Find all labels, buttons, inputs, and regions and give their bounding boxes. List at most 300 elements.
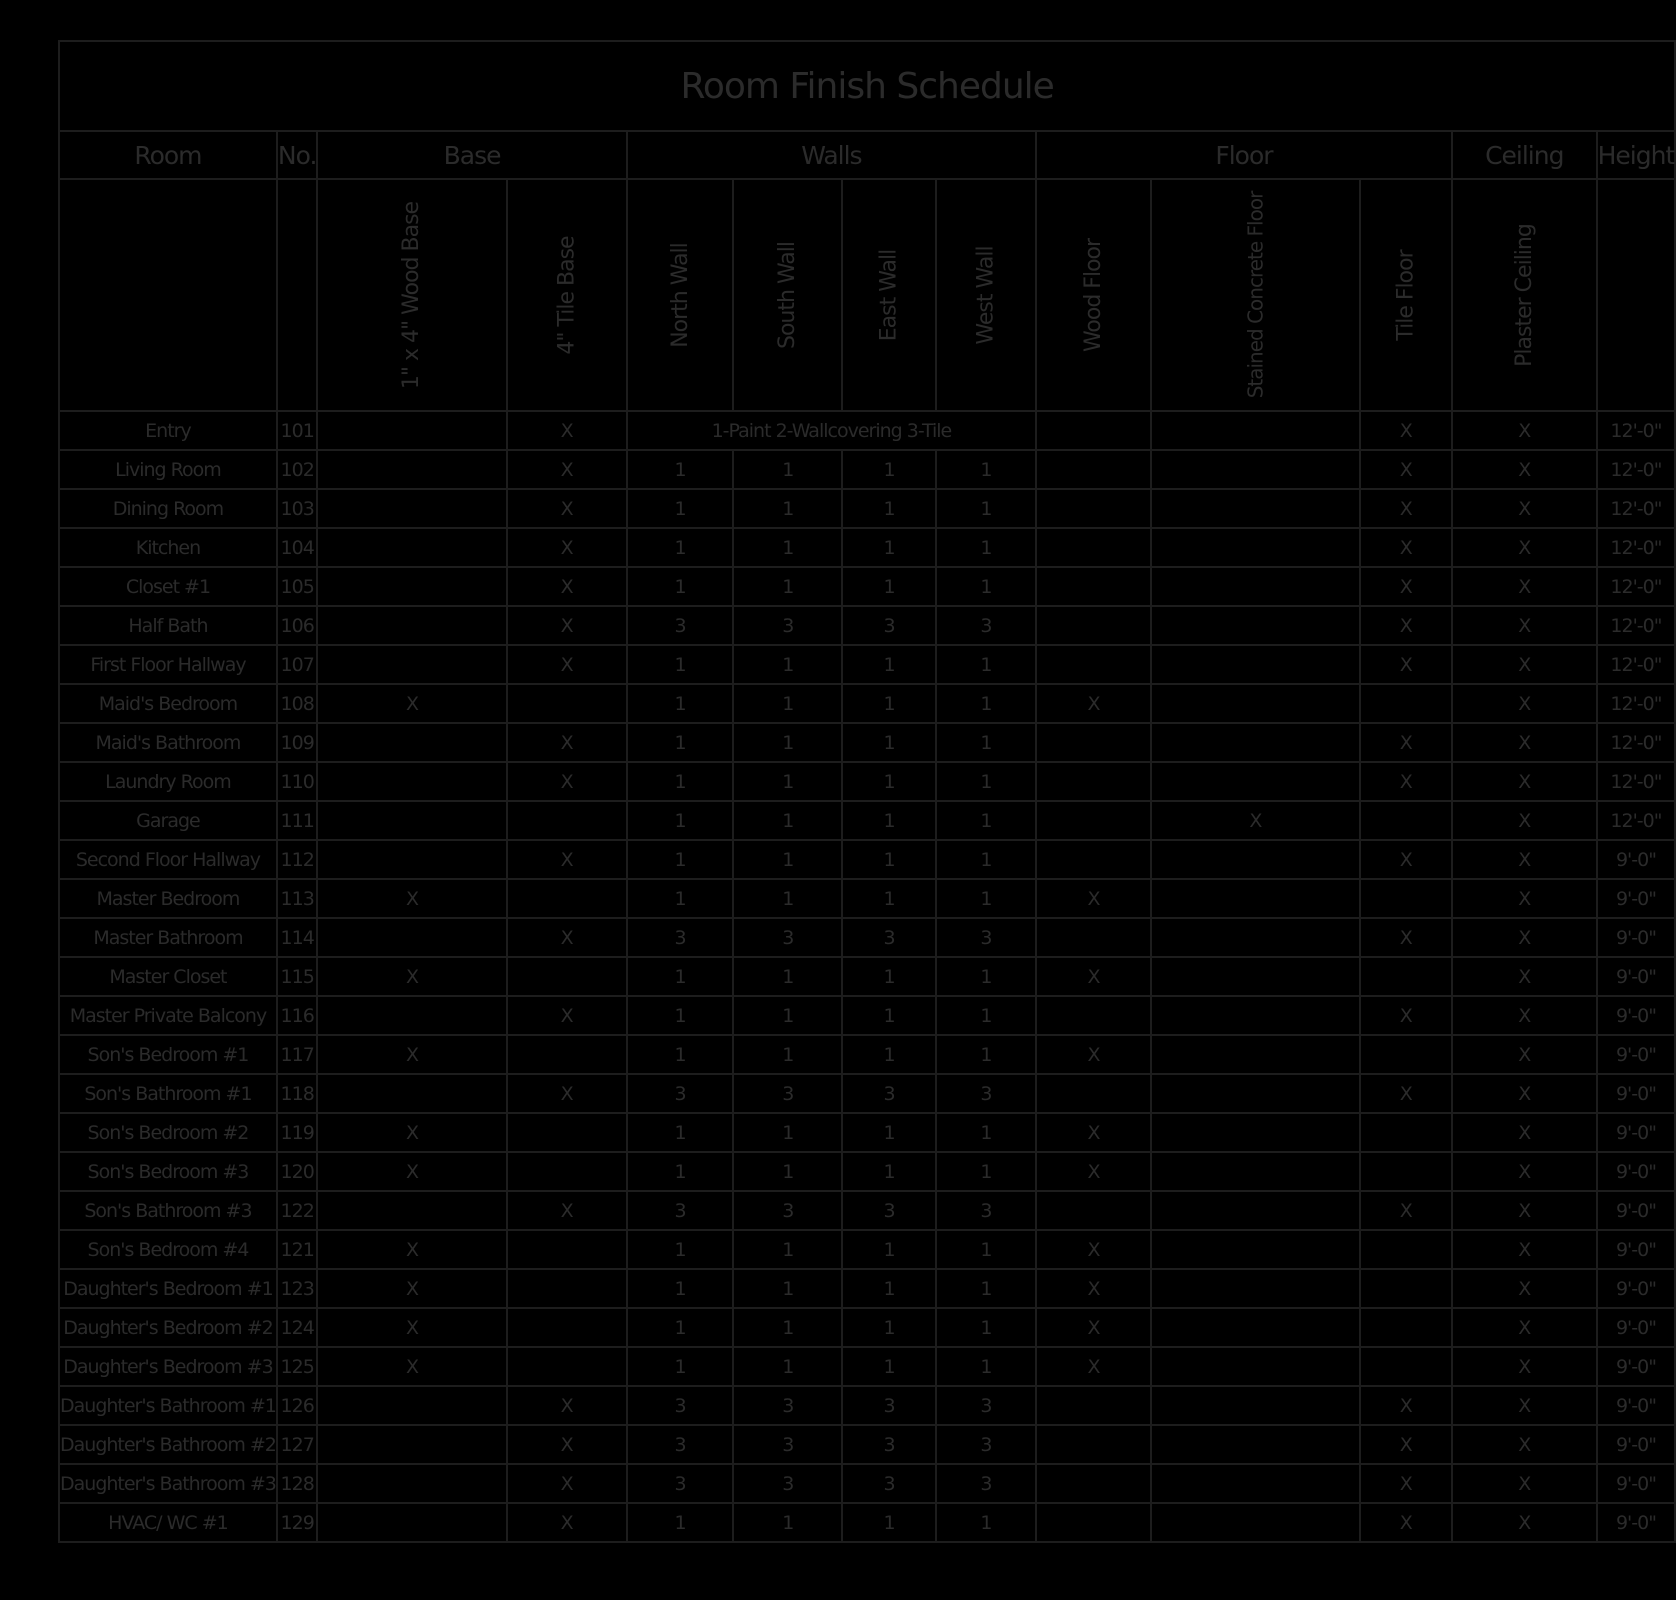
wood-base-cell — [317, 723, 506, 762]
west-wall-cell: 3 — [936, 918, 1036, 957]
plaster-ceiling-cell: X — [1452, 528, 1597, 567]
stained-concrete-floor-cell — [1151, 528, 1360, 567]
stained-concrete-floor-cell — [1151, 684, 1360, 723]
height-cell: 9'-0" — [1597, 996, 1676, 1035]
plaster-ceiling-cell: X — [1452, 723, 1597, 762]
west-wall-cell: 1 — [936, 1113, 1036, 1152]
west-wall-cell: 1 — [936, 684, 1036, 723]
north-wall-cell: 1 — [627, 801, 734, 840]
room-number-cell: 125 — [277, 1347, 318, 1386]
room-number-cell: 126 — [277, 1386, 318, 1425]
tile-floor-cell: X — [1360, 762, 1452, 801]
table-row — [59, 1464, 1675, 1503]
tile-base-cell — [507, 1347, 627, 1386]
east-wall-cell: 3 — [842, 1191, 936, 1230]
plaster-ceiling-cell: X — [1452, 1074, 1597, 1113]
south-wall-cell: 1 — [733, 1269, 842, 1308]
height-cell: 9'-0" — [1597, 879, 1676, 918]
wood-floor-cell — [1036, 801, 1151, 840]
table-row — [59, 411, 1675, 450]
wood-floor-cell — [1036, 528, 1151, 567]
south-wall-cell: 3 — [733, 1425, 842, 1464]
wood-base-cell: X — [317, 1347, 506, 1386]
plaster-ceiling-cell: X — [1452, 1464, 1597, 1503]
room-number-cell: 128 — [277, 1464, 318, 1503]
tile-base-cell — [507, 1035, 627, 1074]
north-wall-header — [627, 179, 734, 411]
room-number-cell: 108 — [277, 684, 318, 723]
no-subheader-blank — [277, 179, 318, 411]
room-name-cell: Master Bedroom — [59, 879, 277, 918]
tile-floor-cell — [1360, 1347, 1452, 1386]
height-cell: 9'-0" — [1597, 1113, 1676, 1152]
north-wall-cell: 1 — [627, 840, 734, 879]
height-cell: 12'-0" — [1597, 801, 1676, 840]
plaster-ceiling-cell: X — [1452, 879, 1597, 918]
wood-base-cell — [317, 645, 506, 684]
east-wall-cell: 3 — [842, 1386, 936, 1425]
stained-concrete-floor-cell — [1151, 918, 1360, 957]
north-wall-cell: 1 — [627, 489, 734, 528]
plaster-ceiling-cell: X — [1452, 450, 1597, 489]
west-wall-cell: 1 — [936, 801, 1036, 840]
wood-floor-cell — [1036, 450, 1151, 489]
tile-base-cell: X — [507, 411, 627, 450]
tile-floor-cell — [1360, 1308, 1452, 1347]
room-name-cell: Son's Bathroom #3 — [59, 1191, 277, 1230]
tile-base-cell: X — [507, 840, 627, 879]
east-wall-cell: 3 — [842, 1074, 936, 1113]
room-name-cell: Son's Bedroom #3 — [59, 1152, 277, 1191]
north-wall-cell: 1 — [627, 879, 734, 918]
west-wall-cell: 1 — [936, 1347, 1036, 1386]
east-wall-cell: 3 — [842, 606, 936, 645]
west-wall-label: West Wall — [973, 245, 999, 345]
south-wall-cell: 1 — [733, 489, 842, 528]
tile-floor-label: Tile Floor — [1393, 249, 1419, 341]
table-row — [59, 1386, 1675, 1425]
west-wall-cell: 3 — [936, 1191, 1036, 1230]
east-wall-cell: 1 — [842, 1308, 936, 1347]
wood-floor-cell — [1036, 567, 1151, 606]
room-name-cell: Kitchen — [59, 528, 277, 567]
west-wall-cell: 3 — [936, 1386, 1036, 1425]
tile-base-cell: X — [507, 1503, 627, 1542]
wood-base-cell: X — [317, 1308, 506, 1347]
room-number-cell: 123 — [277, 1269, 318, 1308]
wood-base-cell — [317, 918, 506, 957]
height-cell: 12'-0" — [1597, 723, 1676, 762]
room-number-cell: 101 — [277, 411, 318, 450]
tile-base-cell: X — [507, 645, 627, 684]
room-number-cell: 111 — [277, 801, 318, 840]
room-name-cell: Son's Bathroom #1 — [59, 1074, 277, 1113]
north-wall-label: North Wall — [667, 242, 693, 348]
east-wall-cell: 3 — [842, 1425, 936, 1464]
west-wall-cell: 3 — [936, 606, 1036, 645]
west-wall-cell: 1 — [936, 1308, 1036, 1347]
tile-base-header — [507, 179, 627, 411]
room-name-cell: Maid's Bathroom — [59, 723, 277, 762]
height-cell: 9'-0" — [1597, 957, 1676, 996]
west-wall-cell: 1 — [936, 1230, 1036, 1269]
wood-floor-header — [1036, 179, 1151, 411]
plaster-ceiling-cell: X — [1452, 918, 1597, 957]
wood-floor-cell — [1036, 411, 1151, 450]
stained-concrete-floor-cell — [1151, 1113, 1360, 1152]
west-wall-cell: 1 — [936, 450, 1036, 489]
room-group-header: Room — [59, 131, 277, 179]
tile-base-cell — [507, 957, 627, 996]
table-row — [59, 489, 1675, 528]
tile-base-cell: X — [507, 567, 627, 606]
wood-floor-cell: X — [1036, 1308, 1151, 1347]
room-name-cell: Half Bath — [59, 606, 277, 645]
south-wall-cell: 1 — [733, 879, 842, 918]
stained-concrete-floor-cell — [1151, 411, 1360, 450]
tile-floor-cell — [1360, 801, 1452, 840]
room-name-cell: Son's Bedroom #2 — [59, 1113, 277, 1152]
plaster-ceiling-cell: X — [1452, 840, 1597, 879]
room-number-cell: 122 — [277, 1191, 318, 1230]
plaster-ceiling-cell: X — [1452, 1230, 1597, 1269]
table-row — [59, 1347, 1675, 1386]
south-wall-cell: 1 — [733, 1035, 842, 1074]
height-cell: 12'-0" — [1597, 489, 1676, 528]
stained-concrete-floor-cell — [1151, 1386, 1360, 1425]
tile-floor-cell — [1360, 1113, 1452, 1152]
walls-group-header: Walls — [627, 131, 1036, 179]
east-wall-header — [842, 179, 936, 411]
stained-concrete-floor-cell — [1151, 1503, 1360, 1542]
room-name-cell: Daughter's Bedroom #3 — [59, 1347, 277, 1386]
south-wall-cell: 1 — [733, 684, 842, 723]
table-row — [59, 762, 1675, 801]
room-name-cell: Living Room — [59, 450, 277, 489]
table-row — [59, 1425, 1675, 1464]
stained-concrete-floor-cell — [1151, 1191, 1360, 1230]
east-wall-cell: 1 — [842, 840, 936, 879]
plaster-ceiling-cell: X — [1452, 1035, 1597, 1074]
tile-base-cell — [507, 1308, 627, 1347]
tile-base-cell: X — [507, 450, 627, 489]
tile-base-cell: X — [507, 762, 627, 801]
north-wall-cell: 1 — [627, 528, 734, 567]
height-cell: 9'-0" — [1597, 1035, 1676, 1074]
tile-floor-cell: X — [1360, 528, 1452, 567]
height-cell: 9'-0" — [1597, 1191, 1676, 1230]
height-cell: 9'-0" — [1597, 1230, 1676, 1269]
east-wall-cell: 1 — [842, 1152, 936, 1191]
stained-concrete-floor-cell — [1151, 1347, 1360, 1386]
tile-floor-cell: X — [1360, 918, 1452, 957]
wall-finish-legend-note: 1-Paint 2-Wallcovering 3-Tile — [627, 411, 1036, 450]
north-wall-cell: 3 — [627, 1425, 734, 1464]
south-wall-cell: 1 — [733, 957, 842, 996]
stained-concrete-floor-cell — [1151, 1269, 1360, 1308]
table-row — [59, 996, 1675, 1035]
wood-floor-cell: X — [1036, 1113, 1151, 1152]
south-wall-cell: 1 — [733, 762, 842, 801]
room-number-cell: 124 — [277, 1308, 318, 1347]
table-row — [59, 1074, 1675, 1113]
table-row — [59, 1191, 1675, 1230]
height-cell: 12'-0" — [1597, 411, 1676, 450]
table-row — [59, 684, 1675, 723]
east-wall-cell: 1 — [842, 1113, 936, 1152]
room-name-cell: HVAC/ WC #1 — [59, 1503, 277, 1542]
table-row — [59, 1035, 1675, 1074]
room-number-cell: 119 — [277, 1113, 318, 1152]
room-name-cell: Daughter's Bathroom #3 — [59, 1464, 277, 1503]
stained-concrete-floor-cell — [1151, 450, 1360, 489]
east-wall-cell: 3 — [842, 918, 936, 957]
wood-base-cell — [317, 840, 506, 879]
south-wall-label: South Wall — [775, 241, 801, 349]
stained-concrete-floor-cell — [1151, 762, 1360, 801]
room-name-cell: Daughter's Bedroom #2 — [59, 1308, 277, 1347]
stained-concrete-floor-cell — [1151, 1230, 1360, 1269]
room-number-cell: 109 — [277, 723, 318, 762]
east-wall-cell: 1 — [842, 996, 936, 1035]
room-name-cell: Daughter's Bedroom #1 — [59, 1269, 277, 1308]
east-wall-cell: 1 — [842, 801, 936, 840]
south-wall-cell: 1 — [733, 1113, 842, 1152]
room-name-cell: Dining Room — [59, 489, 277, 528]
west-wall-cell: 1 — [936, 957, 1036, 996]
room-number-cell: 112 — [277, 840, 318, 879]
tile-base-cell: X — [507, 1386, 627, 1425]
room-name-cell: Son's Bedroom #4 — [59, 1230, 277, 1269]
table-row — [59, 1230, 1675, 1269]
stained-concrete-floor-cell — [1151, 1308, 1360, 1347]
height-group-header: Height — [1597, 131, 1676, 179]
room-number-cell: 116 — [277, 996, 318, 1035]
room-name-cell: Daughter's Bathroom #1 — [59, 1386, 277, 1425]
west-wall-cell: 1 — [936, 489, 1036, 528]
north-wall-cell: 1 — [627, 1152, 734, 1191]
wood-base-cell — [317, 762, 506, 801]
tile-base-cell — [507, 1269, 627, 1308]
tile-base-cell: X — [507, 723, 627, 762]
stained-concrete-floor-cell — [1151, 996, 1360, 1035]
wood-floor-cell: X — [1036, 879, 1151, 918]
plaster-ceiling-cell: X — [1452, 801, 1597, 840]
table-row — [59, 840, 1675, 879]
wood-base-cell — [317, 1464, 506, 1503]
table-row — [59, 1503, 1675, 1542]
north-wall-cell: 1 — [627, 450, 734, 489]
north-wall-cell: 1 — [627, 762, 734, 801]
plaster-ceiling-cell: X — [1452, 1191, 1597, 1230]
west-wall-cell: 1 — [936, 840, 1036, 879]
room-number-cell: 104 — [277, 528, 318, 567]
room-name-cell: Second Floor Hallway — [59, 840, 277, 879]
west-wall-cell: 1 — [936, 567, 1036, 606]
south-wall-cell: 3 — [733, 918, 842, 957]
tile-base-cell: X — [507, 1464, 627, 1503]
south-wall-header — [733, 179, 842, 411]
height-cell: 9'-0" — [1597, 1152, 1676, 1191]
table-row — [59, 1269, 1675, 1308]
tile-base-cell: X — [507, 489, 627, 528]
west-wall-cell: 3 — [936, 1074, 1036, 1113]
room-name-cell: Master Closet — [59, 957, 277, 996]
table-row — [59, 918, 1675, 957]
plaster-ceiling-cell: X — [1452, 957, 1597, 996]
room-number-cell: 114 — [277, 918, 318, 957]
tile-base-cell: X — [507, 1191, 627, 1230]
table-row — [59, 528, 1675, 567]
east-wall-cell: 1 — [842, 1230, 936, 1269]
plaster-ceiling-header — [1452, 179, 1597, 411]
wood-floor-cell — [1036, 918, 1151, 957]
north-wall-cell: 1 — [627, 1035, 734, 1074]
north-wall-cell: 1 — [627, 1347, 734, 1386]
plaster-ceiling-label: Plaster Ceiling — [1511, 223, 1537, 367]
tile-floor-cell: X — [1360, 1191, 1452, 1230]
tile-floor-cell: X — [1360, 1503, 1452, 1542]
tile-base-cell: X — [507, 996, 627, 1035]
south-wall-cell: 1 — [733, 528, 842, 567]
room-name-cell: Entry — [59, 411, 277, 450]
plaster-ceiling-cell: X — [1452, 1152, 1597, 1191]
table-row — [59, 723, 1675, 762]
room-number-cell: 105 — [277, 567, 318, 606]
tile-base-cell — [507, 684, 627, 723]
tile-floor-cell — [1360, 1035, 1452, 1074]
wood-base-cell — [317, 996, 506, 1035]
east-wall-cell: 3 — [842, 1464, 936, 1503]
plaster-ceiling-cell: X — [1452, 762, 1597, 801]
tile-floor-cell: X — [1360, 606, 1452, 645]
south-wall-cell: 3 — [733, 1191, 842, 1230]
stained-concrete-floor-cell — [1151, 645, 1360, 684]
table-row — [59, 606, 1675, 645]
east-wall-cell: 1 — [842, 723, 936, 762]
wood-base-cell: X — [317, 1113, 506, 1152]
plaster-ceiling-cell: X — [1452, 684, 1597, 723]
tile-floor-cell: X — [1360, 450, 1452, 489]
room-name-cell: Son's Bedroom #1 — [59, 1035, 277, 1074]
room-number-cell: 127 — [277, 1425, 318, 1464]
tile-base-cell: X — [507, 1425, 627, 1464]
height-cell: 9'-0" — [1597, 1464, 1676, 1503]
tile-floor-cell: X — [1360, 411, 1452, 450]
north-wall-cell: 3 — [627, 1074, 734, 1113]
room-name-cell: Master Bathroom — [59, 918, 277, 957]
table-row — [59, 567, 1675, 606]
tile-floor-cell — [1360, 684, 1452, 723]
north-wall-cell: 1 — [627, 645, 734, 684]
tile-base-cell — [507, 879, 627, 918]
height-cell: 12'-0" — [1597, 528, 1676, 567]
wood-floor-cell: X — [1036, 1347, 1151, 1386]
wood-base-label: 1" x 4" Wood Base — [399, 201, 425, 389]
south-wall-cell: 1 — [733, 1347, 842, 1386]
stained-concrete-floor-cell: X — [1151, 801, 1360, 840]
wood-base-header — [317, 179, 506, 411]
table-row — [59, 1152, 1675, 1191]
wood-floor-cell — [1036, 1386, 1151, 1425]
west-wall-cell: 3 — [936, 1464, 1036, 1503]
east-wall-cell: 1 — [842, 879, 936, 918]
tile-base-cell: X — [507, 528, 627, 567]
plaster-ceiling-cell: X — [1452, 1425, 1597, 1464]
plaster-ceiling-cell: X — [1452, 1269, 1597, 1308]
wood-base-cell — [317, 801, 506, 840]
west-wall-cell: 1 — [936, 1035, 1036, 1074]
stained-concrete-floor-cell — [1151, 1152, 1360, 1191]
south-wall-cell: 1 — [733, 1230, 842, 1269]
plaster-ceiling-cell: X — [1452, 606, 1597, 645]
wood-floor-cell — [1036, 489, 1151, 528]
south-wall-cell: 1 — [733, 450, 842, 489]
height-cell: 12'-0" — [1597, 450, 1676, 489]
east-wall-cell: 1 — [842, 1347, 936, 1386]
wood-base-cell: X — [317, 1152, 506, 1191]
height-cell: 9'-0" — [1597, 1425, 1676, 1464]
stained-concrete-floor-label: Stained Concrete Floor — [1243, 191, 1268, 399]
wood-base-cell: X — [317, 1035, 506, 1074]
wood-base-cell: X — [317, 879, 506, 918]
room-number-cell: 102 — [277, 450, 318, 489]
wood-floor-cell: X — [1036, 1035, 1151, 1074]
room-subheader-blank — [59, 179, 277, 411]
room-name-cell: First Floor Hallway — [59, 645, 277, 684]
north-wall-cell: 3 — [627, 918, 734, 957]
south-wall-cell: 3 — [733, 1386, 842, 1425]
south-wall-cell: 1 — [733, 1152, 842, 1191]
tile-base-cell — [507, 1113, 627, 1152]
north-wall-cell: 1 — [627, 684, 734, 723]
west-wall-cell: 3 — [936, 1425, 1036, 1464]
north-wall-cell: 1 — [627, 1113, 734, 1152]
height-cell: 9'-0" — [1597, 840, 1676, 879]
stained-concrete-floor-header — [1151, 179, 1360, 411]
base-group-header: Base — [317, 131, 626, 179]
wood-floor-cell — [1036, 762, 1151, 801]
stained-concrete-floor-cell — [1151, 1074, 1360, 1113]
wood-floor-cell — [1036, 1074, 1151, 1113]
east-wall-label: East Wall — [876, 249, 902, 341]
table-row — [59, 879, 1675, 918]
wood-base-cell — [317, 1425, 506, 1464]
tile-floor-cell — [1360, 1230, 1452, 1269]
height-cell: 12'-0" — [1597, 684, 1676, 723]
stained-concrete-floor-cell — [1151, 879, 1360, 918]
room-number-cell: 121 — [277, 1230, 318, 1269]
room-name-cell: Laundry Room — [59, 762, 277, 801]
tile-base-cell — [507, 801, 627, 840]
plaster-ceiling-cell: X — [1452, 411, 1597, 450]
east-wall-cell: 1 — [842, 528, 936, 567]
south-wall-cell: 1 — [733, 840, 842, 879]
tile-base-label: 4" Tile Base — [554, 235, 580, 355]
table-row — [59, 1308, 1675, 1347]
wood-floor-cell — [1036, 606, 1151, 645]
plaster-ceiling-cell: X — [1452, 489, 1597, 528]
table-row — [59, 957, 1675, 996]
east-wall-cell: 1 — [842, 1035, 936, 1074]
room-name-cell: Garage — [59, 801, 277, 840]
wood-base-cell: X — [317, 684, 506, 723]
south-wall-cell: 3 — [733, 606, 842, 645]
east-wall-cell: 1 — [842, 489, 936, 528]
east-wall-cell: 1 — [842, 957, 936, 996]
floor-group-header: Floor — [1036, 131, 1452, 179]
room-name-cell: Master Private Balcony — [59, 996, 277, 1035]
